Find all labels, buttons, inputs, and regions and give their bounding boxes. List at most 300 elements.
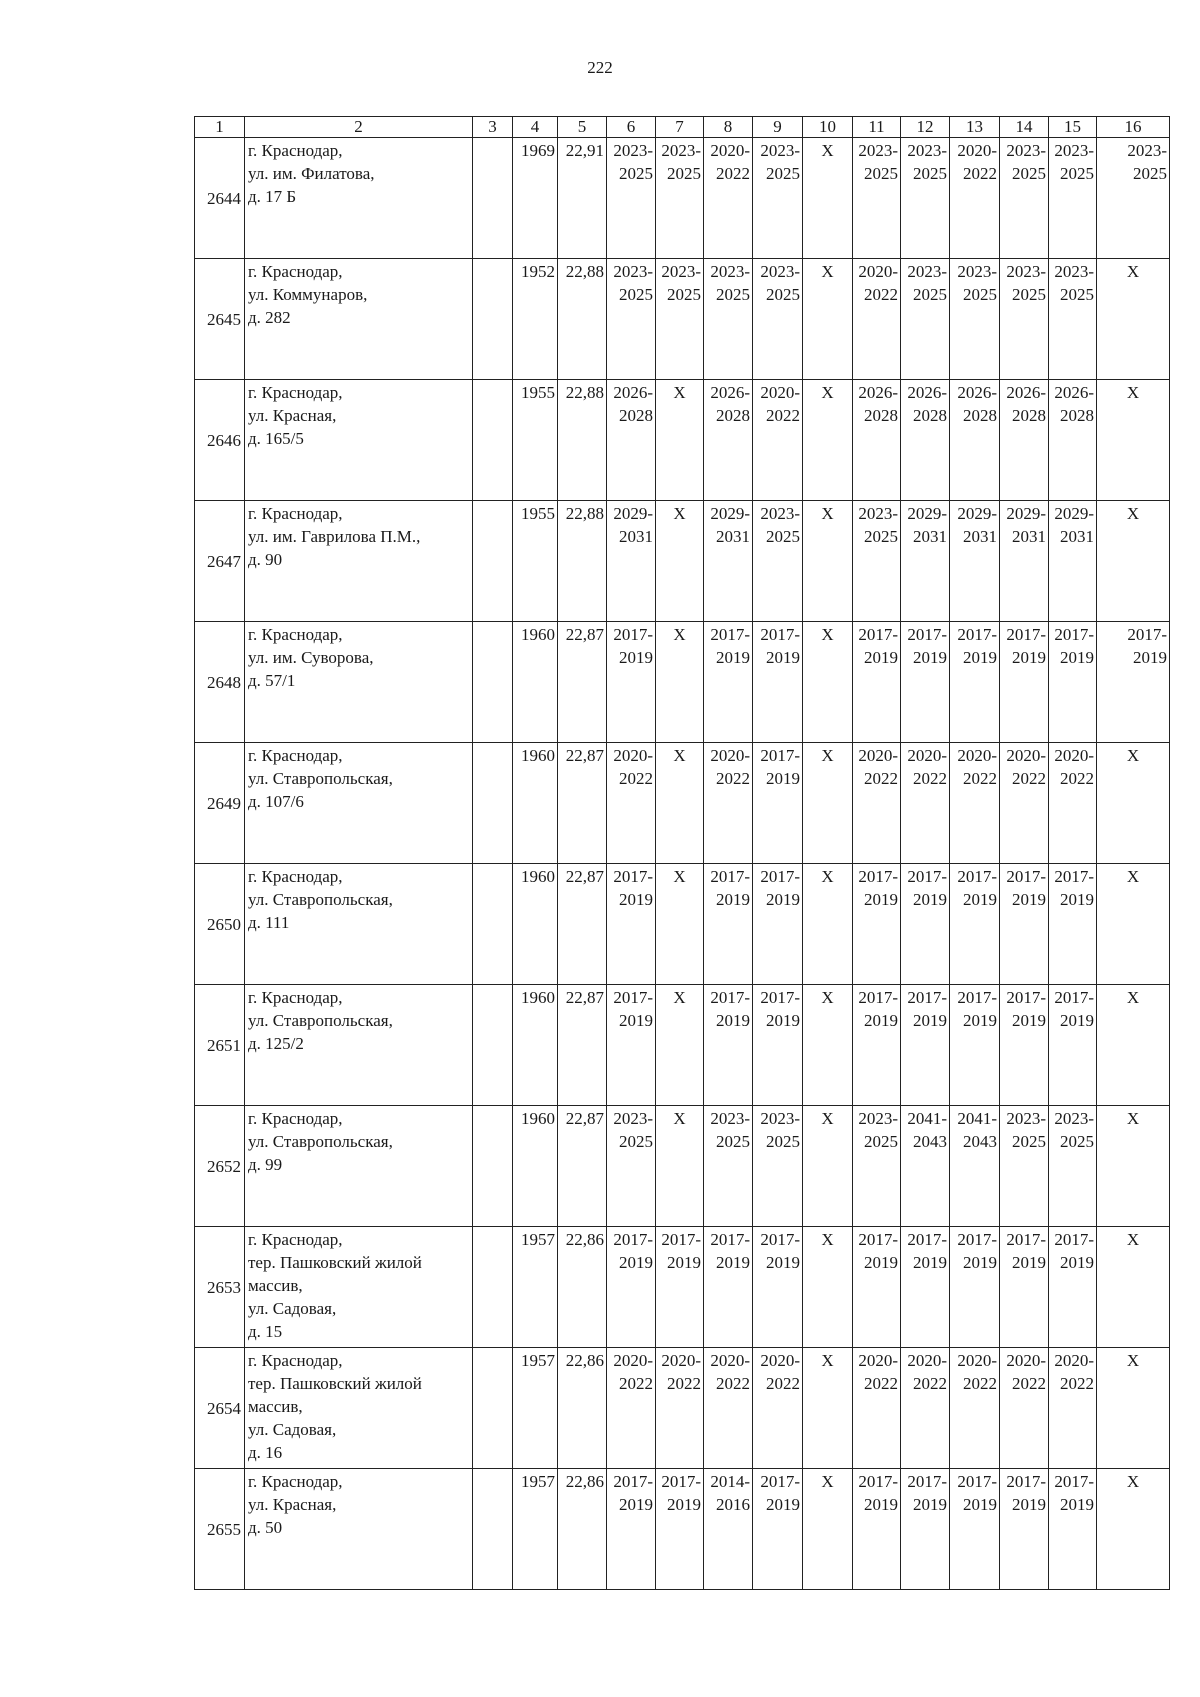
period-line: 2019: [864, 1253, 898, 1272]
period-line: 2028: [913, 406, 947, 425]
column-number-header: 6: [607, 117, 656, 138]
period-line: 2019: [716, 890, 750, 909]
period-line: 2023-: [613, 141, 653, 160]
period-line: 2019: [766, 1011, 800, 1030]
period-line: 2020-: [760, 1351, 800, 1370]
table-row: [195, 1227, 1170, 1348]
table-row: [195, 138, 1170, 259]
not-applicable-cell: [803, 1227, 853, 1348]
build-year-cell: 1955: [513, 501, 558, 622]
table-row: [195, 380, 1170, 501]
period-line: 2023-: [1054, 1109, 1094, 1128]
column-number-header: 3: [473, 117, 513, 138]
period-line: 2017-: [613, 1472, 653, 1491]
period-line: 2023-: [760, 1109, 800, 1128]
build-year-cell: 1960: [513, 743, 558, 864]
not-applicable-cell: [656, 622, 704, 743]
period-line: 2031: [619, 527, 653, 546]
address-line: г. Краснодар,: [248, 1230, 343, 1249]
period-line: 2020-: [1054, 746, 1094, 765]
period-cell: [901, 864, 950, 985]
period-line: 2025: [766, 527, 800, 546]
column-number-header: 16: [1097, 117, 1170, 138]
period-line: 2017-: [710, 1230, 750, 1249]
period-cell: [853, 985, 901, 1106]
period-line: 2020-: [957, 141, 997, 160]
row-number-cell: 2645: [195, 259, 245, 380]
row-number-cell: 2653: [195, 1227, 245, 1348]
period-line: X: [821, 141, 834, 160]
period-line: 2020-: [613, 746, 653, 765]
period-line: 2017-: [613, 988, 653, 1007]
period-cell: [1049, 380, 1097, 501]
period-cell: [607, 1227, 656, 1348]
period-line: X: [821, 1109, 834, 1128]
address-line: ул. Ставропольская,: [248, 1132, 393, 1151]
period-cell: [853, 622, 901, 743]
period-line: 2022: [963, 769, 997, 788]
period-line: 2019: [619, 1253, 653, 1272]
rate-cell: 22,91: [558, 138, 607, 259]
period-line: 2022: [913, 769, 947, 788]
not-applicable-cell: [1097, 1227, 1170, 1348]
period-line: 2022: [864, 285, 898, 304]
address-line: г. Краснодар,: [248, 141, 343, 160]
build-year-cell: 1952: [513, 259, 558, 380]
period-cell: [1000, 743, 1049, 864]
table-row: [195, 1469, 1170, 1590]
period-line: 2019: [716, 648, 750, 667]
period-line: 2017-: [957, 867, 997, 886]
rate-cell: 22,88: [558, 501, 607, 622]
table-row: [195, 743, 1170, 864]
period-line: 2020-: [957, 1351, 997, 1370]
period-cell: [1000, 138, 1049, 259]
period-cell: [1049, 1106, 1097, 1227]
period-line: X: [1126, 1351, 1140, 1370]
period-cell: [1000, 259, 1049, 380]
column-3-cell: [473, 864, 513, 985]
period-line: 2017-: [760, 625, 800, 644]
period-line: 2017-: [760, 1472, 800, 1491]
period-line: 2020-: [1054, 1351, 1094, 1370]
address-line: г. Краснодар,: [248, 1472, 343, 1491]
period-line: 2025: [667, 285, 701, 304]
period-line: 2028: [1060, 406, 1094, 425]
not-applicable-cell: [656, 864, 704, 985]
period-cell: [753, 1348, 803, 1469]
period-line: 2029-: [1054, 504, 1094, 523]
period-cell: [901, 1348, 950, 1469]
period-cell: [704, 259, 753, 380]
address-line: ул. Красная,: [248, 1495, 337, 1514]
period-cell: [1000, 1227, 1049, 1348]
period-cell: [607, 1469, 656, 1590]
period-line: X: [821, 504, 834, 523]
column-number-header: 9: [753, 117, 803, 138]
address-cell: [245, 1227, 473, 1348]
period-line: 2023-: [760, 141, 800, 160]
period-cell: [656, 259, 704, 380]
period-cell: [753, 1469, 803, 1590]
period-cell: [1049, 138, 1097, 259]
build-year-cell: 1960: [513, 622, 558, 743]
column-number-header: 8: [704, 117, 753, 138]
address-line: ул. Ставропольская,: [248, 890, 393, 909]
address-line: д. 16: [248, 1443, 283, 1462]
not-applicable-cell: [803, 743, 853, 864]
period-cell: [704, 1106, 753, 1227]
address-line: ул. им. Гаврилова П.М.,: [248, 527, 421, 546]
period-cell: [901, 622, 950, 743]
period-cell: [656, 1227, 704, 1348]
address-line: ул. Ставропольская,: [248, 769, 393, 788]
not-applicable-cell: [803, 864, 853, 985]
period-cell: [607, 138, 656, 259]
not-applicable-cell: [1097, 985, 1170, 1106]
not-applicable-cell: [656, 985, 704, 1106]
period-cell: [704, 1469, 753, 1590]
rate-cell: 22,87: [558, 622, 607, 743]
period-line: 2019: [1060, 1253, 1094, 1272]
period-line: 2023-: [957, 262, 997, 281]
address-line: ул. Садовая,: [248, 1299, 337, 1318]
period-line: 2029-: [1006, 504, 1046, 523]
period-line: 2017-: [1006, 988, 1046, 1007]
address-line: тер. Пашковский жилой: [248, 1374, 422, 1393]
period-cell: [1000, 1469, 1049, 1590]
not-applicable-cell: [803, 138, 853, 259]
period-line: X: [1126, 1109, 1140, 1128]
period-line: 2017-: [1054, 1472, 1094, 1491]
period-line: 2043: [963, 1132, 997, 1151]
period-cell: [607, 622, 656, 743]
period-line: X: [821, 746, 834, 765]
period-line: 2017-: [907, 1230, 947, 1249]
period-line: X: [1126, 1230, 1140, 1249]
period-line: 2019: [1012, 1495, 1046, 1514]
period-cell: [853, 138, 901, 259]
period-cell: [1049, 1227, 1097, 1348]
row-number-cell: 2647: [195, 501, 245, 622]
period-line: 2025: [864, 164, 898, 183]
table-row: [195, 259, 1170, 380]
period-cell: [607, 743, 656, 864]
period-cell: [753, 1106, 803, 1227]
address-line: массив,: [248, 1276, 303, 1295]
period-line: 2019: [963, 1011, 997, 1030]
address-line: д. 107/6: [248, 792, 304, 811]
period-line: 2026-: [957, 383, 997, 402]
not-applicable-cell: [803, 380, 853, 501]
period-line: 2020-: [760, 383, 800, 402]
period-line: 2020-: [710, 141, 750, 160]
period-line: 2025: [1012, 285, 1046, 304]
period-line: 2041-: [957, 1109, 997, 1128]
period-cell: [901, 1227, 950, 1348]
address-line: г. Краснодар,: [248, 746, 343, 765]
period-line: 2023-: [907, 141, 947, 160]
period-cell: [853, 259, 901, 380]
row-number-cell: 2646: [195, 380, 245, 501]
period-cell: [704, 864, 753, 985]
period-line: 2020-: [858, 262, 898, 281]
row-number-cell: 2654: [195, 1348, 245, 1469]
period-line: X: [821, 1472, 834, 1491]
period-line: 2031: [1012, 527, 1046, 546]
build-year-cell: 1960: [513, 985, 558, 1106]
period-line: X: [1126, 504, 1140, 523]
period-line: 2023-: [760, 504, 800, 523]
period-line: 2026-: [907, 383, 947, 402]
address-line: д. 111: [248, 913, 290, 932]
period-cell: [753, 501, 803, 622]
period-line: 2023-: [661, 262, 701, 281]
period-line: 2023-: [760, 262, 800, 281]
period-line: 2022: [766, 1374, 800, 1393]
period-line: 2022: [913, 1374, 947, 1393]
period-line: 2022: [766, 406, 800, 425]
column-3-cell: [473, 380, 513, 501]
period-line: 2019: [766, 769, 800, 788]
period-cell: [901, 501, 950, 622]
address-cell: [245, 622, 473, 743]
period-line: 2020-: [907, 746, 947, 765]
not-applicable-cell: [1097, 1469, 1170, 1590]
period-line: 2023-: [613, 262, 653, 281]
period-line: 2025: [913, 285, 947, 304]
period-line: 2028: [619, 406, 653, 425]
period-cell: [1049, 1348, 1097, 1469]
period-cell: [950, 259, 1000, 380]
period-cell: [753, 138, 803, 259]
row-number-cell: 2648: [195, 622, 245, 743]
period-line: 2029-: [710, 504, 750, 523]
not-applicable-cell: [656, 380, 704, 501]
period-line: X: [673, 867, 686, 886]
period-line: 2025: [1012, 1132, 1046, 1151]
column-number-header: 1: [195, 117, 245, 138]
period-line: 2041-: [907, 1109, 947, 1128]
period-cell: [950, 380, 1000, 501]
period-cell: [753, 622, 803, 743]
period-cell: [853, 1348, 901, 1469]
period-line: 2019: [1060, 1011, 1094, 1030]
period-line: 2017-: [760, 746, 800, 765]
period-line: 2022: [1012, 1374, 1046, 1393]
period-line: 2022: [864, 769, 898, 788]
period-line: 2019: [963, 1495, 997, 1514]
period-cell: [1049, 1469, 1097, 1590]
period-line: 2014-: [710, 1472, 750, 1491]
period-cell: [1097, 622, 1170, 743]
period-line: 2023-: [1054, 141, 1094, 160]
address-line: д. 165/5: [248, 429, 304, 448]
address-line: г. Краснодар,: [248, 1351, 343, 1370]
period-line: X: [673, 746, 686, 765]
period-line: X: [1126, 867, 1140, 886]
period-line: 2026-: [1054, 383, 1094, 402]
period-line: 2028: [864, 406, 898, 425]
address-line: г. Краснодар,: [248, 504, 343, 523]
period-cell: [607, 985, 656, 1106]
not-applicable-cell: [803, 1348, 853, 1469]
period-line: X: [1126, 1472, 1140, 1491]
period-line: 2019: [1012, 1011, 1046, 1030]
rate-cell: 22,87: [558, 743, 607, 864]
period-line: 2043: [913, 1132, 947, 1151]
period-line: 2017-: [907, 625, 947, 644]
not-applicable-cell: [803, 622, 853, 743]
period-cell: [1000, 985, 1049, 1106]
not-applicable-cell: [803, 259, 853, 380]
period-cell: [950, 864, 1000, 985]
period-line: 2019: [716, 1253, 750, 1272]
period-line: 2019: [1133, 648, 1167, 667]
period-line: 2028: [716, 406, 750, 425]
period-line: 2025: [1012, 164, 1046, 183]
period-line: 2017-: [1006, 867, 1046, 886]
rate-cell: 22,88: [558, 380, 607, 501]
period-line: 2031: [913, 527, 947, 546]
address-line: д. 125/2: [248, 1034, 304, 1053]
period-line: 2019: [913, 1011, 947, 1030]
table-body: [195, 138, 1170, 1590]
period-line: 2022: [716, 164, 750, 183]
period-line: 2023-: [1054, 262, 1094, 281]
period-line: X: [673, 504, 686, 523]
address-cell: [245, 1348, 473, 1469]
period-cell: [1049, 622, 1097, 743]
period-line: 2019: [913, 1495, 947, 1514]
period-cell: [753, 259, 803, 380]
period-line: 2023-: [858, 504, 898, 523]
housing-register-table: [194, 116, 1170, 1590]
period-line: 2025: [716, 285, 750, 304]
period-line: 2019: [864, 1011, 898, 1030]
column-3-cell: [473, 743, 513, 864]
address-line: д. 50: [248, 1518, 283, 1537]
period-line: 2025: [913, 164, 947, 183]
period-line: 2020-: [907, 1351, 947, 1370]
period-line: 2022: [1060, 1374, 1094, 1393]
period-line: 2025: [619, 164, 653, 183]
period-line: 2019: [913, 648, 947, 667]
period-cell: [704, 985, 753, 1106]
period-line: 2017-: [1127, 625, 1167, 644]
period-line: 2019: [864, 890, 898, 909]
period-line: 2017-: [957, 1472, 997, 1491]
period-line: 2017-: [1006, 625, 1046, 644]
row-number-cell: 2652: [195, 1106, 245, 1227]
table-row: [195, 864, 1170, 985]
period-line: 2019: [864, 1495, 898, 1514]
column-number-header: 2: [245, 117, 473, 138]
period-cell: [704, 380, 753, 501]
period-line: 2017-: [710, 625, 750, 644]
build-year-cell: 1960: [513, 864, 558, 985]
period-cell: [853, 864, 901, 985]
period-line: 2017-: [1006, 1472, 1046, 1491]
period-line: 2022: [1060, 769, 1094, 788]
period-line: 2019: [716, 1011, 750, 1030]
period-line: 2017-: [957, 625, 997, 644]
period-line: 2019: [667, 1495, 701, 1514]
not-applicable-cell: [1097, 1106, 1170, 1227]
column-3-cell: [473, 1227, 513, 1348]
column-number-header: 10: [803, 117, 853, 138]
period-line: 2028: [963, 406, 997, 425]
period-line: 2017-: [858, 1230, 898, 1249]
column-3-cell: [473, 501, 513, 622]
period-line: 2023-: [710, 262, 750, 281]
rate-cell: 22,87: [558, 864, 607, 985]
period-line: 2017-: [760, 1230, 800, 1249]
period-cell: [1049, 864, 1097, 985]
period-cell: [607, 501, 656, 622]
period-cell: [950, 622, 1000, 743]
period-cell: [607, 1348, 656, 1469]
period-cell: [853, 380, 901, 501]
period-line: 2016: [716, 1495, 750, 1514]
not-applicable-cell: [1097, 259, 1170, 380]
not-applicable-cell: [1097, 1348, 1170, 1469]
period-line: 2025: [864, 527, 898, 546]
table-row: [195, 1348, 1170, 1469]
row-number-cell: 2649: [195, 743, 245, 864]
period-line: 2017-: [710, 867, 750, 886]
column-number-header: 15: [1049, 117, 1097, 138]
period-line: 2017-: [1054, 988, 1094, 1007]
address-line: д. 17 Б: [248, 187, 297, 206]
period-line: 2017-: [661, 1472, 701, 1491]
build-year-cell: 1957: [513, 1348, 558, 1469]
period-line: 2019: [766, 890, 800, 909]
period-line: X: [821, 867, 834, 886]
period-line: X: [673, 1109, 686, 1128]
period-line: 2028: [1012, 406, 1046, 425]
period-line: 2020-: [1006, 1351, 1046, 1370]
address-line: ул. Ставропольская,: [248, 1011, 393, 1030]
column-3-cell: [473, 1348, 513, 1469]
address-line: д. 90: [248, 550, 283, 569]
period-line: 2023-: [613, 1109, 653, 1128]
period-cell: [607, 380, 656, 501]
period-line: X: [821, 383, 834, 402]
period-cell: [853, 501, 901, 622]
period-line: 2020-: [1006, 746, 1046, 765]
column-3-cell: [473, 259, 513, 380]
address-line: г. Краснодар,: [248, 988, 343, 1007]
period-line: 2023-: [1127, 141, 1167, 160]
build-year-cell: 1957: [513, 1469, 558, 1590]
period-cell: [1000, 380, 1049, 501]
period-line: 2023-: [1006, 262, 1046, 281]
row-number-cell: 2644: [195, 138, 245, 259]
period-cell: [607, 259, 656, 380]
period-line: X: [821, 1230, 834, 1249]
period-line: 2017-: [957, 988, 997, 1007]
period-line: 2017-: [613, 625, 653, 644]
address-line: д. 15: [248, 1322, 283, 1341]
period-cell: [1049, 259, 1097, 380]
period-line: 2023-: [907, 262, 947, 281]
period-cell: [901, 380, 950, 501]
period-cell: [1049, 501, 1097, 622]
period-line: 2022: [864, 1374, 898, 1393]
period-line: 2017-: [760, 867, 800, 886]
period-cell: [1000, 1106, 1049, 1227]
